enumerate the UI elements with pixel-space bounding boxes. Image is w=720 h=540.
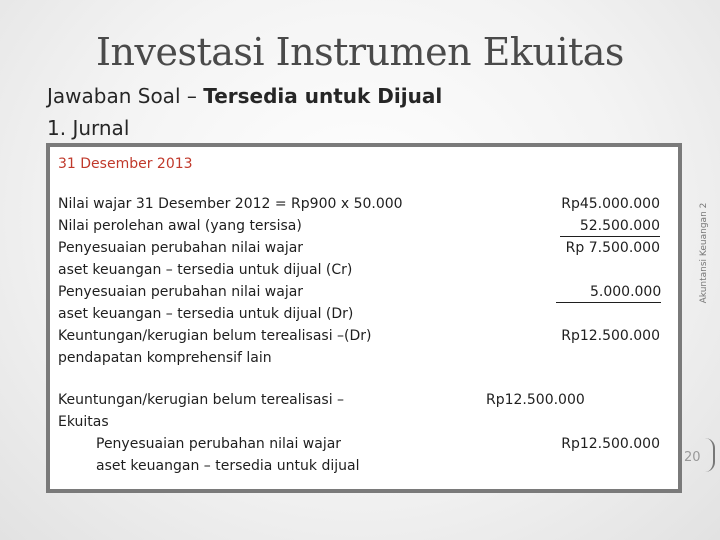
calc-line-8: pendapatan komprehensif lain	[58, 350, 272, 366]
calc-line-7: Keuntungan/kerugian belum terealisasi –(Dr)	[58, 328, 372, 344]
journal-debit-account-1: Keuntungan/kerugian belum terealisasi –	[58, 392, 345, 408]
value-adjustment-cr: Rp 7.500.000	[565, 240, 660, 256]
side-label	[697, 155, 711, 355]
calc-line-2: Nilai perolehan awal (yang tersisa)	[58, 218, 302, 234]
journal-box	[46, 143, 682, 493]
subtitle-bold: Tersedia untuk Dijual	[203, 84, 443, 108]
value-adjustment-dr-wrap	[556, 281, 660, 303]
section-heading: 1. Jurnal	[47, 116, 130, 140]
page-number-bracket	[705, 438, 715, 472]
value-unrealized: Rp12.500.000	[561, 328, 660, 344]
subtitle-prefix: Jawaban Soal –	[47, 84, 204, 108]
journal-debit-account-2: Ekuitas	[58, 414, 109, 430]
calc-line-1: Nilai wajar 31 Desember 2012 = Rp900 x 50.000	[58, 196, 403, 212]
journal-debit-amount: Rp12.500.000	[486, 392, 585, 408]
value-acquisition: 52.500.000	[560, 217, 660, 237]
slide-subtitle	[47, 84, 442, 108]
journal-credit-account-1: Penyesuaian perubahan nilai wajar	[96, 436, 342, 452]
calc-line-5: Penyesuaian perubahan nilai wajar	[58, 284, 304, 300]
calc-line-4: aset keuangan – tersedia untuk dijual (Cr)	[58, 262, 353, 278]
journal-date: 31 Desember 2013	[58, 156, 193, 172]
journal-credit-account-2: aset keuangan – tersedia untuk dijual	[96, 458, 360, 474]
side-label-text: Akuntansi Keuangan 2	[699, 202, 709, 304]
value-acquisition-wrap	[556, 215, 660, 237]
value-adjustment-dr: 5.000.000	[556, 283, 661, 303]
calc-line-6: aset keuangan – tersedia untuk dijual (Dr)	[58, 306, 354, 322]
journal-credit-amount: Rp12.500.000	[561, 436, 660, 452]
page-number: 20	[684, 450, 701, 465]
value-fair: Rp45.000.000	[561, 196, 660, 212]
slide-title: Investasi Instrumen Ekuitas	[96, 30, 624, 74]
calc-line-3: Penyesuaian perubahan nilai wajar	[58, 240, 304, 256]
